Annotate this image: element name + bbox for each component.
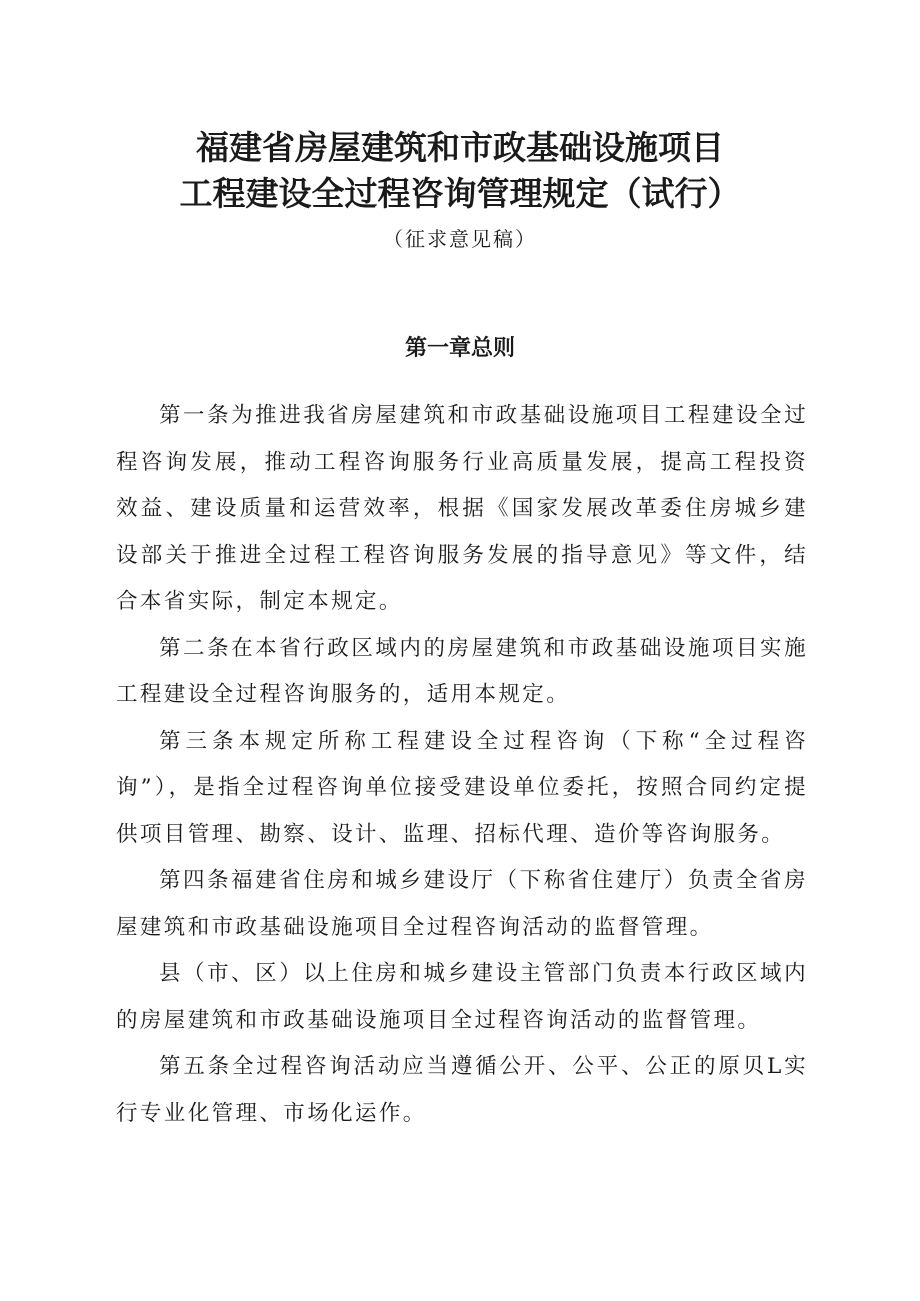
paragraph-article-4: 第四条福建省住房和城乡建设厅（下称省住建厅）负责全省房屋建筑和市政基础设施项目全过程咨询活动的监督管理。 — [116, 868, 808, 940]
title-line-2: 工程建设全过程咨询管理规定（试行） — [179, 174, 741, 213]
paragraph-article-3: 第三条本规定所称工程建设全过程咨询（下称“全过程咨询”），是指全过程咨询单位接受建设单位委托，按照合同约定提供项目管理、勘察、设计、监理、招标代理、造价等咨询服务。 — [116, 728, 808, 847]
paragraph-article-1: 第一条为推进我省房屋建筑和市政基础设施项目工程建设全过程咨询发展，推动工程咨询服务行业高质量发展，提高工程投资效益、建设质量和运营效率，根据《国家发展改革委住房城乡建设部关于推进全过程工程咨询服务发展的指导意见》等文件，结合本省实际，制定本规定。 — [116, 403, 808, 614]
paragraph-article-4-county: 县（市、区）以上住房和城乡建设主管部门负责本行政区域内的房屋建筑和市政基础设施项目全过程咨询活动的监督管理。 — [116, 961, 808, 1033]
paragraph-article-5: 第五条全过程咨询活动应当遵循公开、公平、公正的原贝L实行专业化管理、市场化运作。 — [116, 1054, 808, 1126]
paragraph-article-2: 第二条在本省行政区域内的房屋建筑和市政基础设施项目实施工程建设全过程咨询服务的，适用本规定。 — [116, 635, 808, 707]
chapter-heading: 第一章总则 — [404, 336, 515, 362]
document-body — [116, 393, 808, 1137]
title-line-1: 福建省房屋建筑和市政基础设施项目 — [196, 128, 724, 167]
subtitle: （征求意见稿） — [383, 227, 537, 251]
